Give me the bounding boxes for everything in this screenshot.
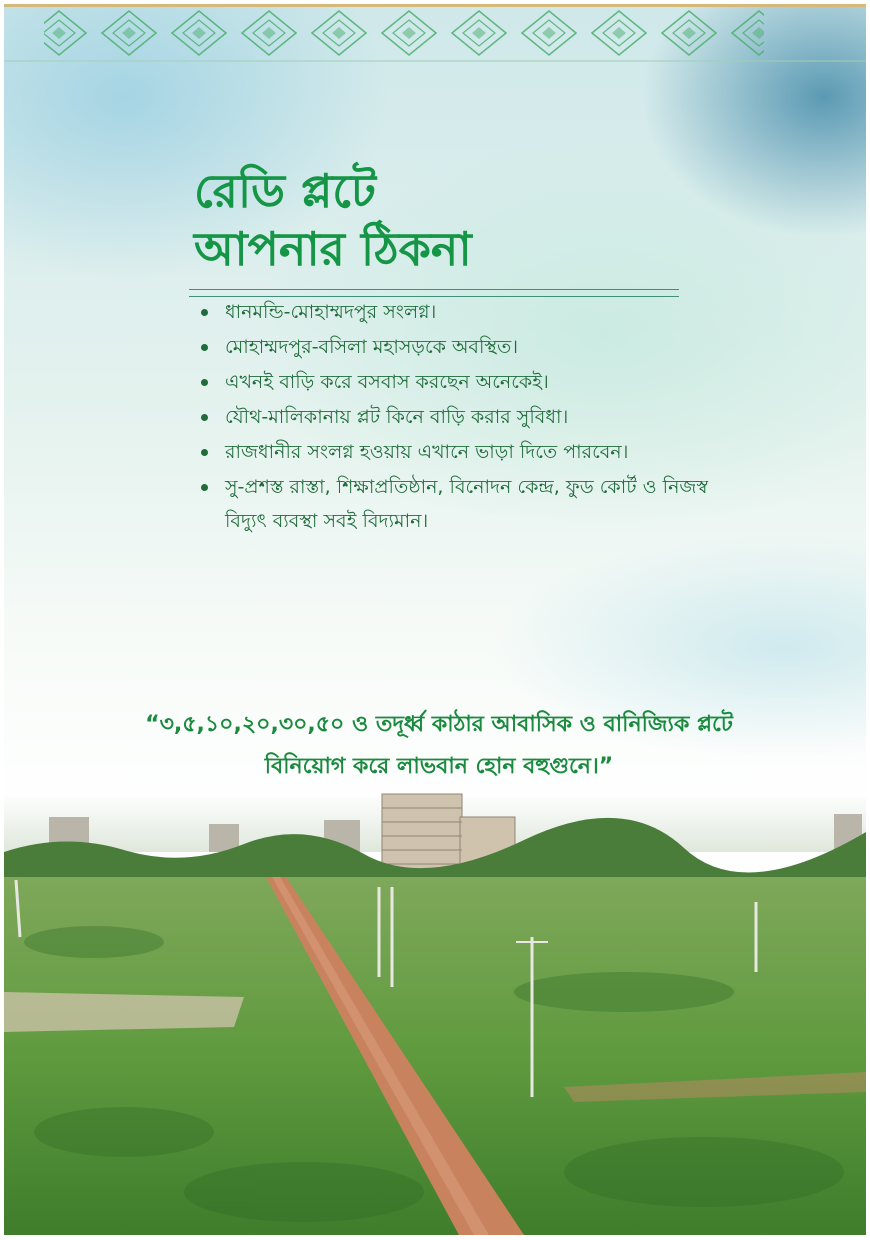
decorative-pattern-band (4, 7, 866, 65)
feature-text: ধানমন্ডি-মোহাম্মদপুর সংলগ্ন। (225, 301, 437, 323)
bullet-icon (201, 379, 208, 386)
feature-item (199, 470, 719, 538)
bullet-icon (201, 309, 208, 316)
headline-line-1: রেডি প্লটে (194, 164, 376, 218)
poster (4, 4, 866, 1235)
bullet-icon (201, 414, 208, 421)
feature-text: মোহাম্মদপুর-বসিলা মহাসড়কে অবস্থিত। (225, 336, 519, 358)
feature-item (199, 330, 719, 365)
bullet-icon (201, 449, 208, 456)
land-plots-photo (4, 792, 866, 1235)
feature-item (199, 400, 719, 435)
feature-text: রাজধানীর সংলগ্ন হওয়ায় এখানে ভাড়া দিতে পারবেন। (225, 441, 629, 463)
bullet-icon (201, 484, 208, 491)
headline (194, 162, 472, 278)
bullet-icon (201, 344, 208, 351)
feature-item (199, 435, 719, 470)
feature-list (199, 295, 719, 538)
feature-text: সু-প্রশস্ত রাস্তা, শিক্ষাপ্রতিষ্ঠান, বিনোদন কেন্দ্র, ফুড কোর্ট ও নিজস্ব বিদ্যুৎ ব্যবস্থা সবই বিদ্যমান। (225, 476, 708, 532)
feature-item (199, 365, 719, 400)
feature-text: যৌথ-মালিকানায় প্লট কিনে বাড়ি করার সুবিধা। (225, 406, 569, 428)
feature-text: এখনই বাড়ি করে বসবাস করছেন অনেকেই। (225, 371, 549, 393)
headline-line-2: আপনার ঠিকনা (194, 222, 472, 276)
investment-quote: “৩,৫,১০,২০,৩০,৫০ ও তদূর্ধ্ব কাঠার আবাসিক ও বানিজ্যিক প্লটে বিনিয়োগ করে লাভবান হোন বহুগুনে।” (145, 712, 733, 779)
feature-item (199, 295, 719, 330)
